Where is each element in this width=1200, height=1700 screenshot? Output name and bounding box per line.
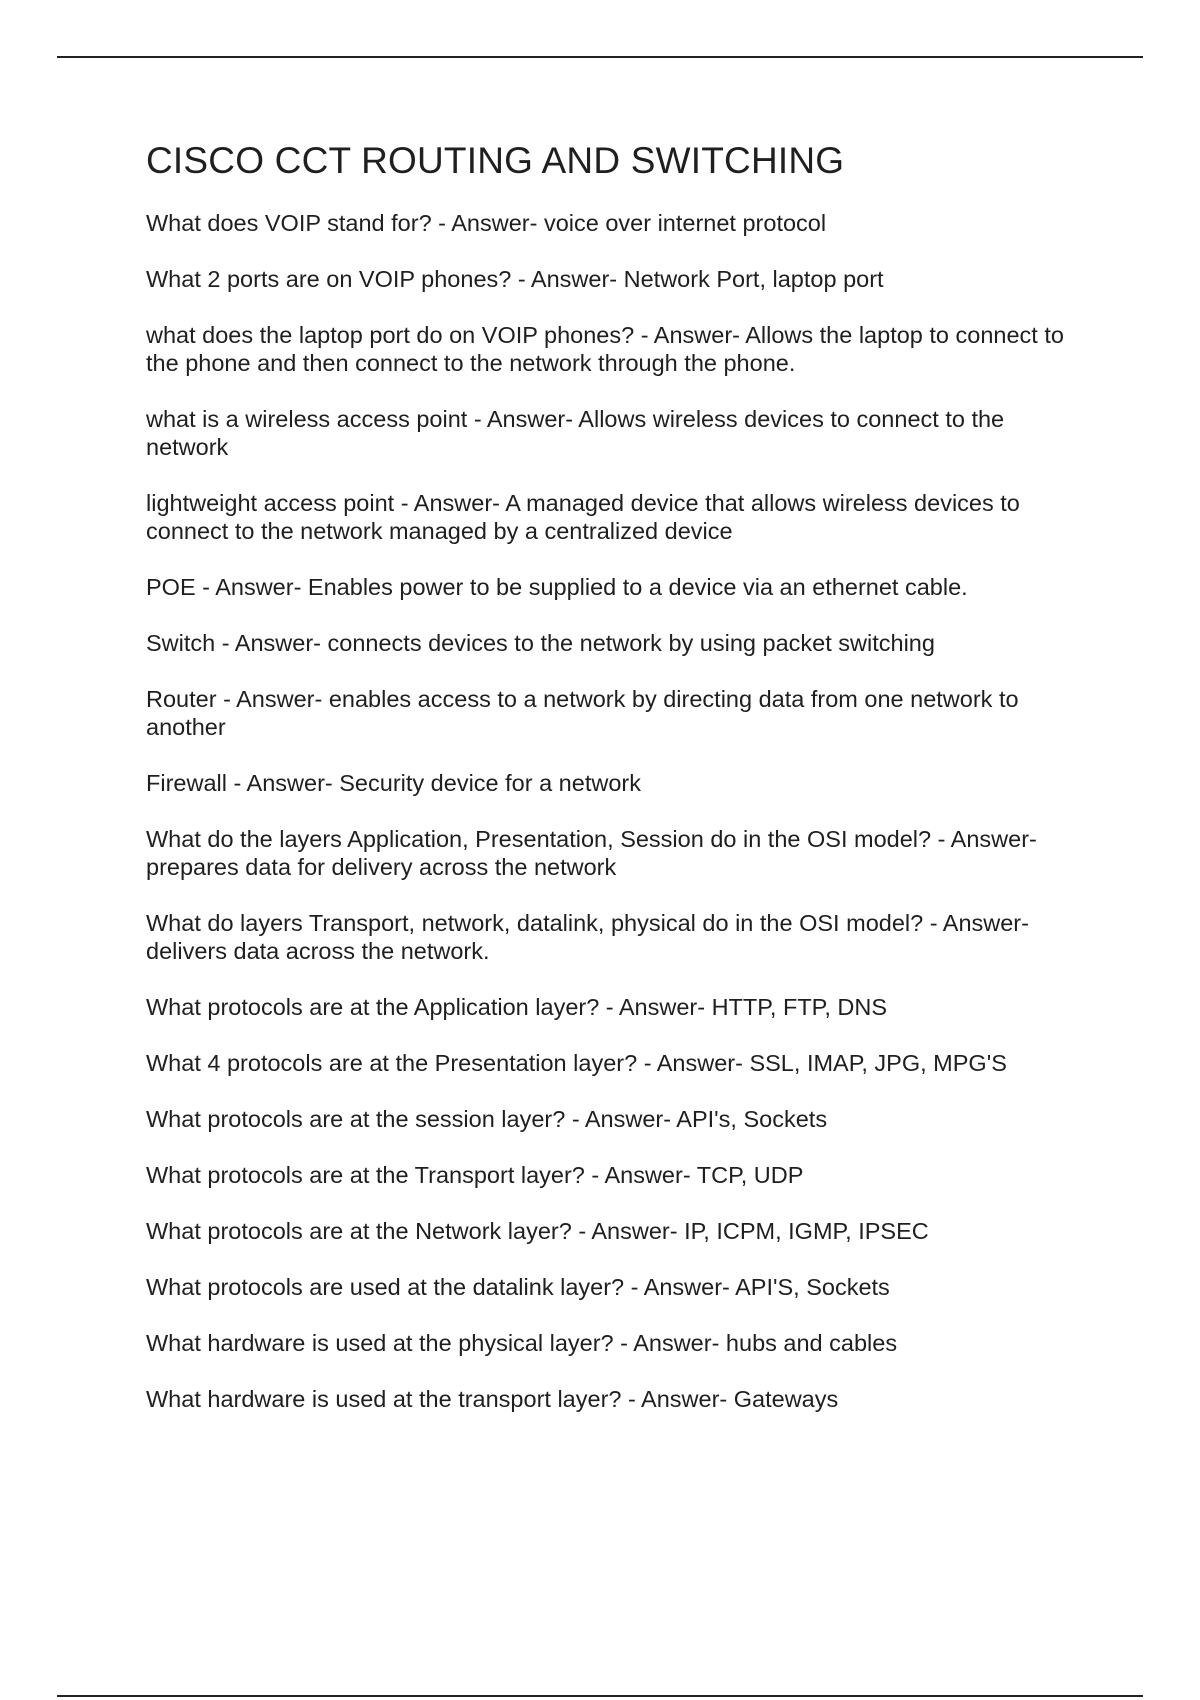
qa-item: what is a wireless access point - Answer- Allows wireless devices to connect to the network [146, 405, 1005, 460]
qa-item: Switch - Answer- connects devices to the network by using packet switching [146, 629, 935, 656]
qa-item: What protocols are at the Application layer? - Answer- HTTP, FTP, DNS [146, 993, 887, 1020]
qa-item: What do the layers Application, Presentation, Session do in the OSI model? - Answer- prepares data for delivery across the network [146, 825, 1037, 880]
qa-item: What protocols are at the Network layer? - Answer- IP, ICPM, IGMP, IPSEC [146, 1217, 929, 1244]
qa-item: POE - Answer- Enables power to be supplied to a device via an ethernet cable. [146, 573, 968, 600]
document-title: CISCO CCT ROUTING AND SWITCHING [146, 140, 845, 181]
document-body [146, 140, 1086, 1441]
qa-item: What hardware is used at the transport layer? - Answer- Gateways [146, 1385, 839, 1412]
qa-item: What do layers Transport, network, datalink, physical do in the OSI model? - Answer- delivers data across the network. [146, 909, 1029, 964]
qa-item: What protocols are at the Transport layer? - Answer- TCP, UDP [146, 1161, 804, 1188]
qa-item: what does the laptop port do on VOIP phones? - Answer- Allows the laptop to connect to the phone and then connect to the network through the phone. [146, 321, 1064, 376]
qa-item: lightweight access point - Answer- A managed device that allows wireless devices to connect to the network managed by a centralized device [146, 489, 1020, 544]
qa-item: What does VOIP stand for? - Answer- voice over internet protocol [146, 209, 827, 236]
top-divider [57, 56, 1143, 58]
qa-item: What 2 ports are on VOIP phones? - Answer- Network Port, laptop port [146, 265, 884, 292]
qa-item: Router - Answer- enables access to a network by directing data from one network to another [146, 685, 1019, 740]
qa-item: What protocols are used at the datalink layer? - Answer- API'S, Sockets [146, 1273, 890, 1300]
qa-list [146, 209, 1086, 1413]
bottom-divider [57, 1695, 1143, 1697]
qa-item: What hardware is used at the physical layer? - Answer- hubs and cables [146, 1329, 898, 1356]
qa-item: What protocols are at the session layer? - Answer- API's, Sockets [146, 1105, 828, 1132]
qa-item: What 4 protocols are at the Presentation layer? - Answer- SSL, IMAP, JPG, MPG'S [146, 1049, 1007, 1076]
qa-item: Firewall - Answer- Security device for a network [146, 769, 641, 796]
